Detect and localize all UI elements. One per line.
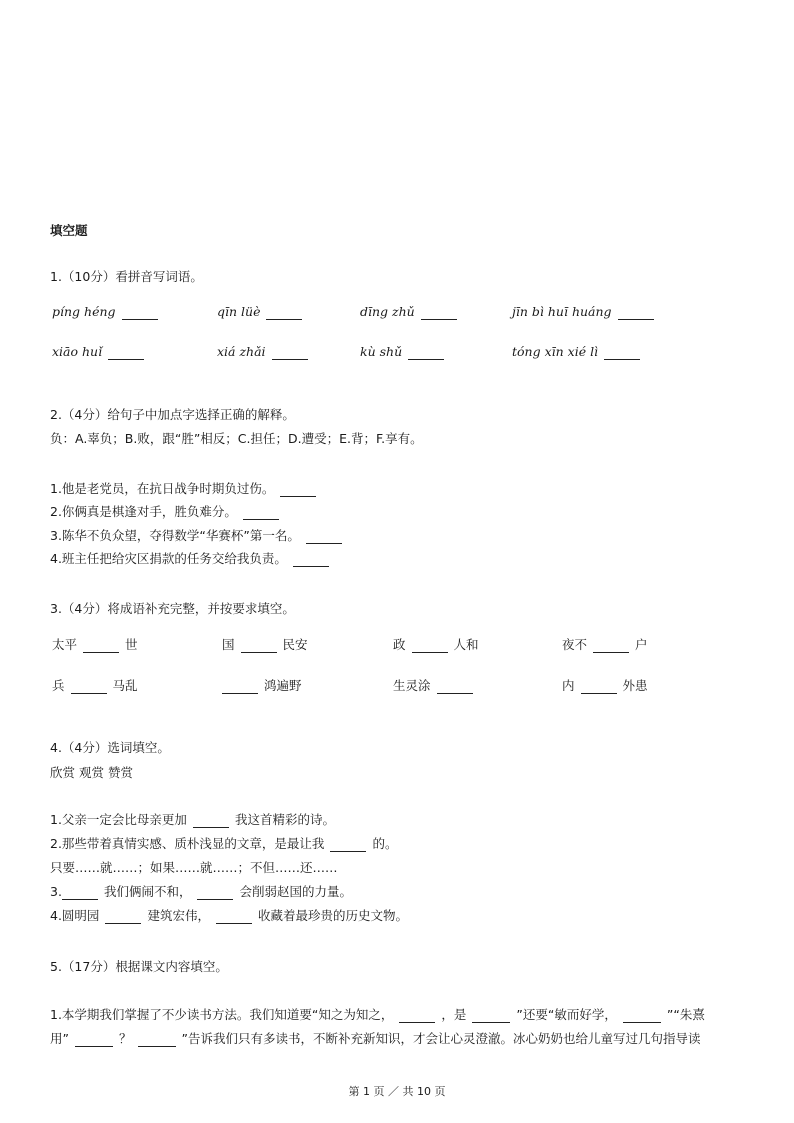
answer-blank[interactable] (421, 306, 457, 320)
answer-blank[interactable] (108, 346, 144, 360)
q5-line-1: 1.本学期我们掌握了不少读书方法。我们知道要“知之为知之， ，是 ”还要“敏而好学， ”“朱熹 (50, 1007, 705, 1022)
answer-blank[interactable] (472, 1009, 510, 1023)
idiom-3: 政 人和 (393, 637, 479, 652)
q4-word-bank-2: 只要……就……；如果……就……；不但……还…… (50, 860, 338, 875)
q2-sentence-4: 4.班主任把给灾区捐款的任务交给我负责。 (50, 551, 335, 567)
answer-blank[interactable] (272, 346, 308, 360)
q4-sentence-3: 3. 我们俩闹不和， 会削弱赵国的力量。 (50, 884, 352, 899)
idiom-7: 生灵涂 (393, 678, 479, 694)
q4-header: 4.（4分）选词填空。 (50, 740, 170, 755)
answer-blank[interactable] (83, 639, 119, 653)
q5-line-2: 用” ？ ”告诉我们只有多读书，不断补充新知识，才会让心灵澄澈。冰心奶奶也给儿童写过几句指导读 (50, 1031, 701, 1046)
q1-item-1: píng héng (52, 304, 164, 320)
answer-blank[interactable] (581, 680, 617, 694)
q1-item-6: xiá zhǎi (217, 344, 314, 360)
q4-word-bank: 欣赏 观赏 赞赏 (50, 765, 133, 780)
q1-item-3: dīng zhǔ (360, 304, 463, 320)
answer-blank[interactable] (266, 306, 302, 320)
answer-blank[interactable] (62, 886, 98, 900)
idiom-5: 兵 马乱 (52, 678, 138, 693)
q3-header: 3.（4分）将成语补充完整，并按要求填空。 (50, 601, 295, 616)
answer-blank[interactable] (408, 346, 444, 360)
answer-blank[interactable] (193, 814, 229, 828)
answer-blank[interactable] (618, 306, 654, 320)
answer-blank[interactable] (330, 838, 366, 852)
idiom-6: 鸿遍野 (216, 678, 302, 694)
answer-blank[interactable] (412, 639, 448, 653)
q1-item-2: qīn lüè (217, 304, 308, 320)
q2-sentence-3: 3.陈华不负众望，夺得数学“华赛杯”第一名。 (50, 528, 348, 544)
answer-blank[interactable] (197, 886, 233, 900)
answer-blank[interactable] (243, 506, 279, 520)
idiom-1: 太平 世 (52, 637, 138, 652)
q1-header: 1.（10分）看拼音写词语。 (50, 269, 203, 284)
answer-blank[interactable] (293, 553, 329, 567)
q2-sentence-1: 1.他是老党员，在抗日战争时期负过伤。 (50, 481, 322, 497)
page-footer: 第 1 页 ／ 共 10 页 (348, 1085, 446, 1098)
answer-blank[interactable] (306, 530, 342, 544)
q4-sentence-2: 2.那些带着真情实感、质朴浅显的文章，是最让我 的。 (50, 836, 398, 851)
answer-blank[interactable] (399, 1009, 435, 1023)
answer-blank[interactable] (241, 639, 277, 653)
answer-blank[interactable] (222, 680, 258, 694)
answer-blank[interactable] (437, 680, 473, 694)
answer-blank[interactable] (105, 910, 141, 924)
answer-blank[interactable] (623, 1009, 661, 1023)
q1-item-8: tóng xīn xié lì (512, 344, 646, 360)
q1-item-5: xiāo huǐ (52, 344, 150, 360)
answer-blank[interactable] (75, 1033, 113, 1047)
q1-item-4: jīn bì huī huáng (512, 304, 660, 320)
section-title: 填空题 (50, 223, 88, 238)
q2-header: 2.（4分）给句子中加点字选择正确的解释。 (50, 407, 295, 422)
answer-blank[interactable] (280, 483, 316, 497)
answer-blank[interactable] (593, 639, 629, 653)
answer-blank[interactable] (604, 346, 640, 360)
idiom-4: 夜不 户 (562, 637, 648, 652)
idiom-2: 国 民安 (222, 637, 308, 652)
answer-blank[interactable] (71, 680, 107, 694)
answer-blank[interactable] (216, 910, 252, 924)
q4-sentence-4: 4.圆明园 建筑宏伟， 收藏着最珍贵的历史文物。 (50, 908, 408, 923)
q4-sentence-1: 1.父亲一定会比母亲更加 我这首精彩的诗。 (50, 812, 335, 827)
q2-sentence-2: 2.你俩真是棋逢对手，胜负难分。 (50, 504, 285, 520)
answer-blank[interactable] (138, 1033, 176, 1047)
idiom-8: 内 外患 (562, 678, 648, 693)
q1-item-7: kù shǔ (360, 344, 450, 360)
q5-header: 5.（17分）根据课文内容填空。 (50, 959, 228, 974)
q2-options: 负：A.辜负；B.败，跟“胜”相反；C.担任；D.遭受；E.背；F.享有。 (50, 431, 423, 446)
answer-blank[interactable] (122, 306, 158, 320)
